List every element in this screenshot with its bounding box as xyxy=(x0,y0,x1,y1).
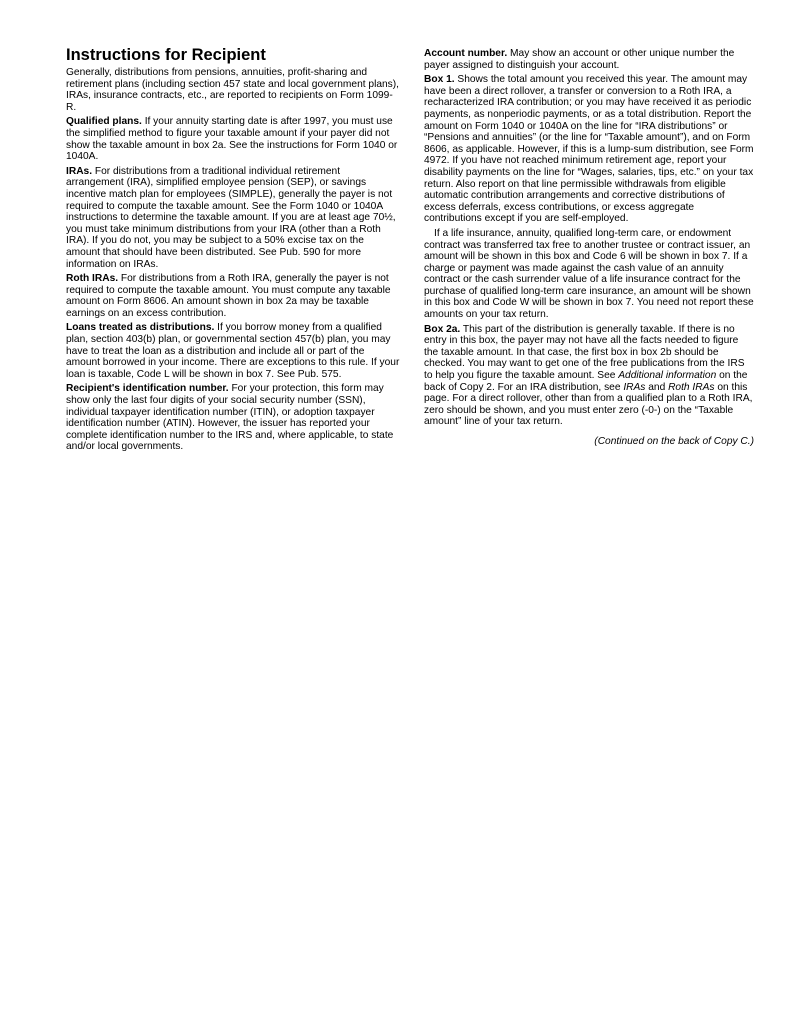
qualified-plans-text: If your annuity starting date is after 1997, you must use the simplified method to figure your taxable amount if your payer did not show the taxable amount in box 2a. See the instructions for Form 1040 or 1040A. xyxy=(66,116,398,163)
roth-iras-heading: Roth IRAs. xyxy=(66,273,119,285)
loans-text: If you borrow money from a qualified plan, section 403(b) plan, or governmental section 457(b) plan, you may have to treat the loan as a distribution and include all or part of the amount borrowed in your income. There are exceptions to this rule. If your loan is taxable, Code L will be shown in box 7. See Pub. 575. xyxy=(66,322,400,380)
box2a-paragraph xyxy=(424,324,754,428)
account-number-heading: Account number. xyxy=(424,48,508,59)
left-column xyxy=(66,46,400,456)
account-number-paragraph xyxy=(424,48,754,71)
box2a-heading: Box 2a. xyxy=(424,323,461,335)
box2a-italic-roth-iras: Roth IRAs xyxy=(668,381,715,393)
life-insurance-paragraph xyxy=(424,228,754,321)
intro-paragraph xyxy=(66,67,400,113)
box1-text: Shows the total amount you received this year. The amount may have been a direct rollover, a transfer or conversion to a Roth IRA, a recharacterized IRA contribution; or you may have received it as periodic payments, as nonperiodic payments, or as a total distribution. Report the amount on Form 1040 or 1040A on the line for “IRA distributions” or “Pensions and annuities” (or the line for “Taxable amount”), and on Form 8606, as applicable. However, if this is a lump-sum distribution, see Form 4972. If you have not reached minimum retirement age, report your disability payments on the line for “Wages, salaries, tips, etc.” on your tax return. Also report on that line permissible withdrawals from eligible automatic contribution arrangements and corrective distributions of excess deferrals, excess contributions, or excess aggregate contributions except if you are self-employed. xyxy=(424,74,754,225)
recipient-id-paragraph xyxy=(66,383,400,453)
iras-paragraph xyxy=(66,166,400,270)
box2a-text-4: on this page. For a direct rollover, other than from a qualified plan to a Roth IRA, zero should be shown, and you must enter zero (-0-) on the “Taxable amount” line of your tax return. xyxy=(424,381,753,428)
page-title: Instructions for Recipient xyxy=(66,46,266,64)
box2a-italic-iras: IRAs xyxy=(623,381,646,393)
box2a-text-2: on the back of Copy 2. For an IRA distribution, see xyxy=(424,370,748,393)
recipient-id-heading: Recipient's identification number. xyxy=(66,383,229,395)
roth-iras-paragraph xyxy=(66,273,400,319)
account-number-text: May show an account or other unique number the payer assigned to distinguish your account. xyxy=(424,48,735,71)
loans-paragraph xyxy=(66,322,400,380)
box2a-text-1: This part of the distribution is generally taxable. If there is no entry in this box, the payer may not have all the facts needed to figure the taxable amount. In that case, the first box in box 2b should be checked. You may want to get one of the free publications from the IRS to help you figure the taxable amount. See xyxy=(424,323,745,382)
life-insurance-text: If a life insurance, annuity, qualified long-term care, or endowment contract was transferred tax free to another trustee or contract issuer, an amount will be shown in this box and Code 6 will be shown in box 7. If a charge or payment was made against the cash value of an annuity contract or the cash surrender value of a life insurance contract for the purchase of qualified long-term care insurance, an amount will be shown in this box and Code W will be shown in box 7. You need not report these amounts on your tax return. xyxy=(424,227,754,321)
iras-text: For distributions from a traditional individual retirement arrangement (IRA), simplified employee pension (SEP), or savings incentive match plan for employees (SIMPLE), generally the payer is not required to compute the taxable amount. See the Form 1040 or 1040A instructions to determine the taxable amount. If you are at least age 70½, you must take minimum distributions from your IRA (other than a Roth IRA). If you do not, you may be subject to a 50% excise tax on the amount that should have been distributed. See Pub. 590 for more information on IRAs. xyxy=(66,165,396,270)
qualified-plans-paragraph xyxy=(66,116,400,162)
loans-heading: Loans treated as distributions. xyxy=(66,322,215,334)
box2a-italic-additional-info: Additional information xyxy=(618,370,717,382)
continued-note: (Continued on the back of Copy C.) xyxy=(594,436,754,447)
box1-heading: Box 1. xyxy=(424,74,455,86)
qualified-plans-heading: Qualified plans. xyxy=(66,116,142,128)
iras-heading: IRAs. xyxy=(66,165,93,177)
roth-iras-text: For distributions from a Roth IRA, generally the payer is not required to compute the taxable amount. You must compute any taxable amount on Form 8606. An amount shown in box 2a may be taxable earnings on an excess contribution. xyxy=(66,273,391,319)
right-column xyxy=(424,48,754,451)
box1-paragraph xyxy=(424,74,754,225)
intro-text: Generally, distributions from pensions, annuities, profit-sharing and retirement plans (including section 457 state and local government plans), IRAs, insurance contracts, etc., are reported to recipients on Form 1099-R. xyxy=(66,67,399,113)
recipient-id-text: For your protection, this form may show only the last four digits of your social security number (SSN), individual taxpayer identification number (ITIN), or adoption taxpayer identification number (ATIN). However, the issuer has reported your complete identification number to the IRS and, where applicable, to state and/or local governments. xyxy=(66,383,394,453)
box2a-text-3: and xyxy=(645,381,669,393)
